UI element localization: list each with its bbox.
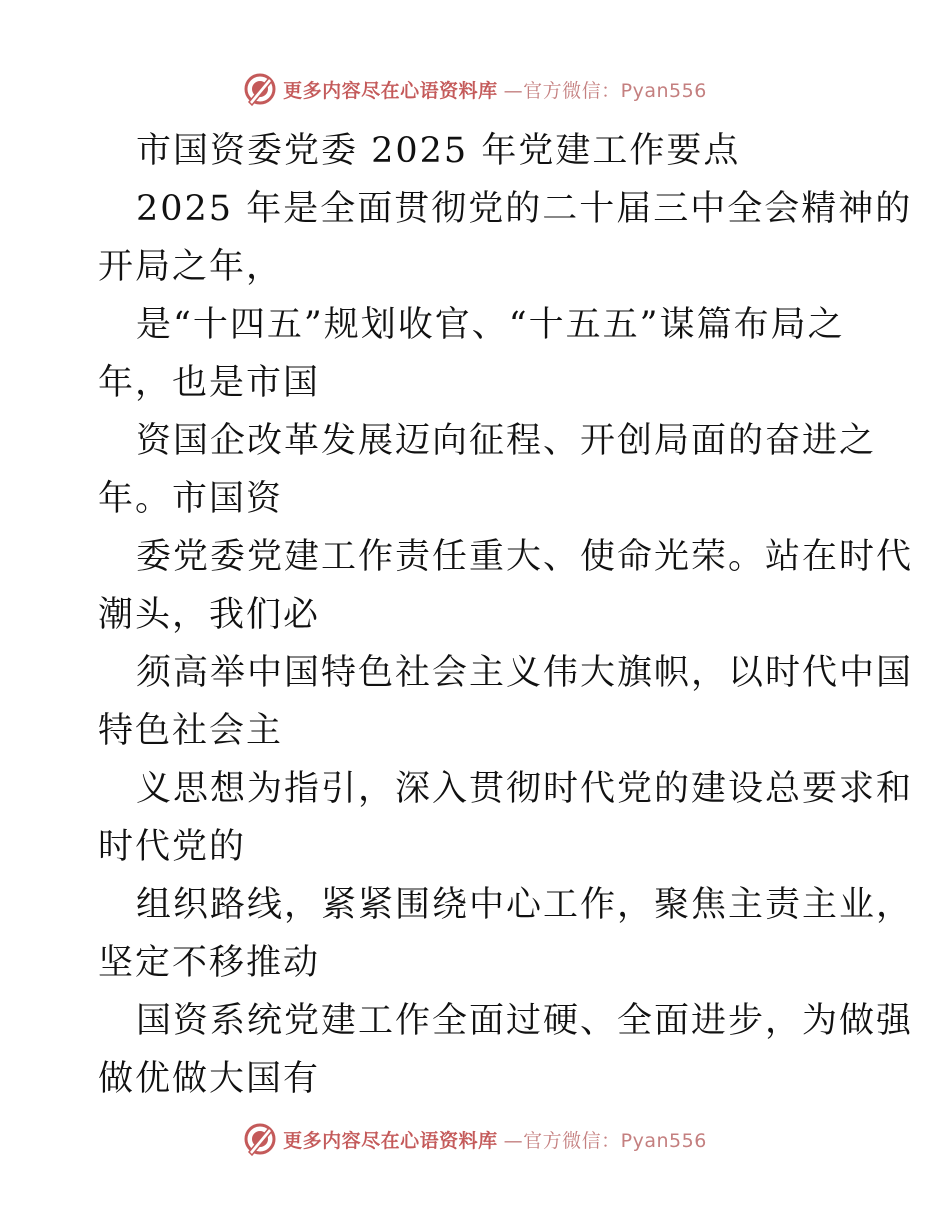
paragraph-line: 开局之年，: [98, 247, 284, 287]
paragraph-line: 国资系统党建工作全面过硬、全面进步，为做强: [136, 1001, 914, 1041]
paragraph-line: 特色社会主: [98, 711, 284, 751]
paragraph-line: 组织路线，紧紧围绕中心工作，聚焦主责主业，: [136, 885, 914, 925]
paragraph-line: 时代党的: [98, 827, 247, 867]
watermark-header: [0, 72, 950, 106]
document-body: [98, 122, 914, 1108]
watermark-secondary-text: —官方微信：Pyan556: [503, 79, 707, 102]
watermark-primary-text: 更多内容尽在心语资料库: [283, 79, 498, 102]
paragraph-line: 年，也是市国: [98, 363, 321, 403]
pen-logo-icon: [243, 72, 277, 106]
paragraph-line: 委党委党建工作责任重大、使命光荣。站在时代: [136, 537, 914, 577]
paragraph-line: 资国企改革发展迈向征程、开创局面的奋进之: [136, 421, 877, 461]
paragraph-line: 是“十四五”规划收官、“十五五”谋篇布局之: [136, 305, 845, 345]
watermark-primary-text: 更多内容尽在心语资料库: [283, 1129, 498, 1152]
paragraph-line: 潮头，我们必: [98, 595, 321, 635]
paragraph-line: 坚定不移推动: [98, 943, 321, 983]
document-title: 市国资委党委 2025 年党建工作要点: [136, 131, 741, 171]
paragraph-line: 须高举中国特色社会主义伟大旗帜，以时代中国: [136, 653, 914, 693]
paragraph-line: 做优做大国有: [98, 1059, 321, 1099]
paragraph-line: 2025 年是全面贯彻党的二十届三中全会精神的: [136, 189, 913, 229]
watermark-secondary-text: —官方微信：Pyan556: [503, 1129, 707, 1152]
paragraph-line: 年。市国资: [98, 479, 284, 519]
pen-logo-icon: [243, 1122, 277, 1156]
watermark-footer: [0, 1122, 950, 1156]
paragraph-line: 义思想为指引，深入贯彻时代党的建设总要求和: [136, 769, 914, 809]
